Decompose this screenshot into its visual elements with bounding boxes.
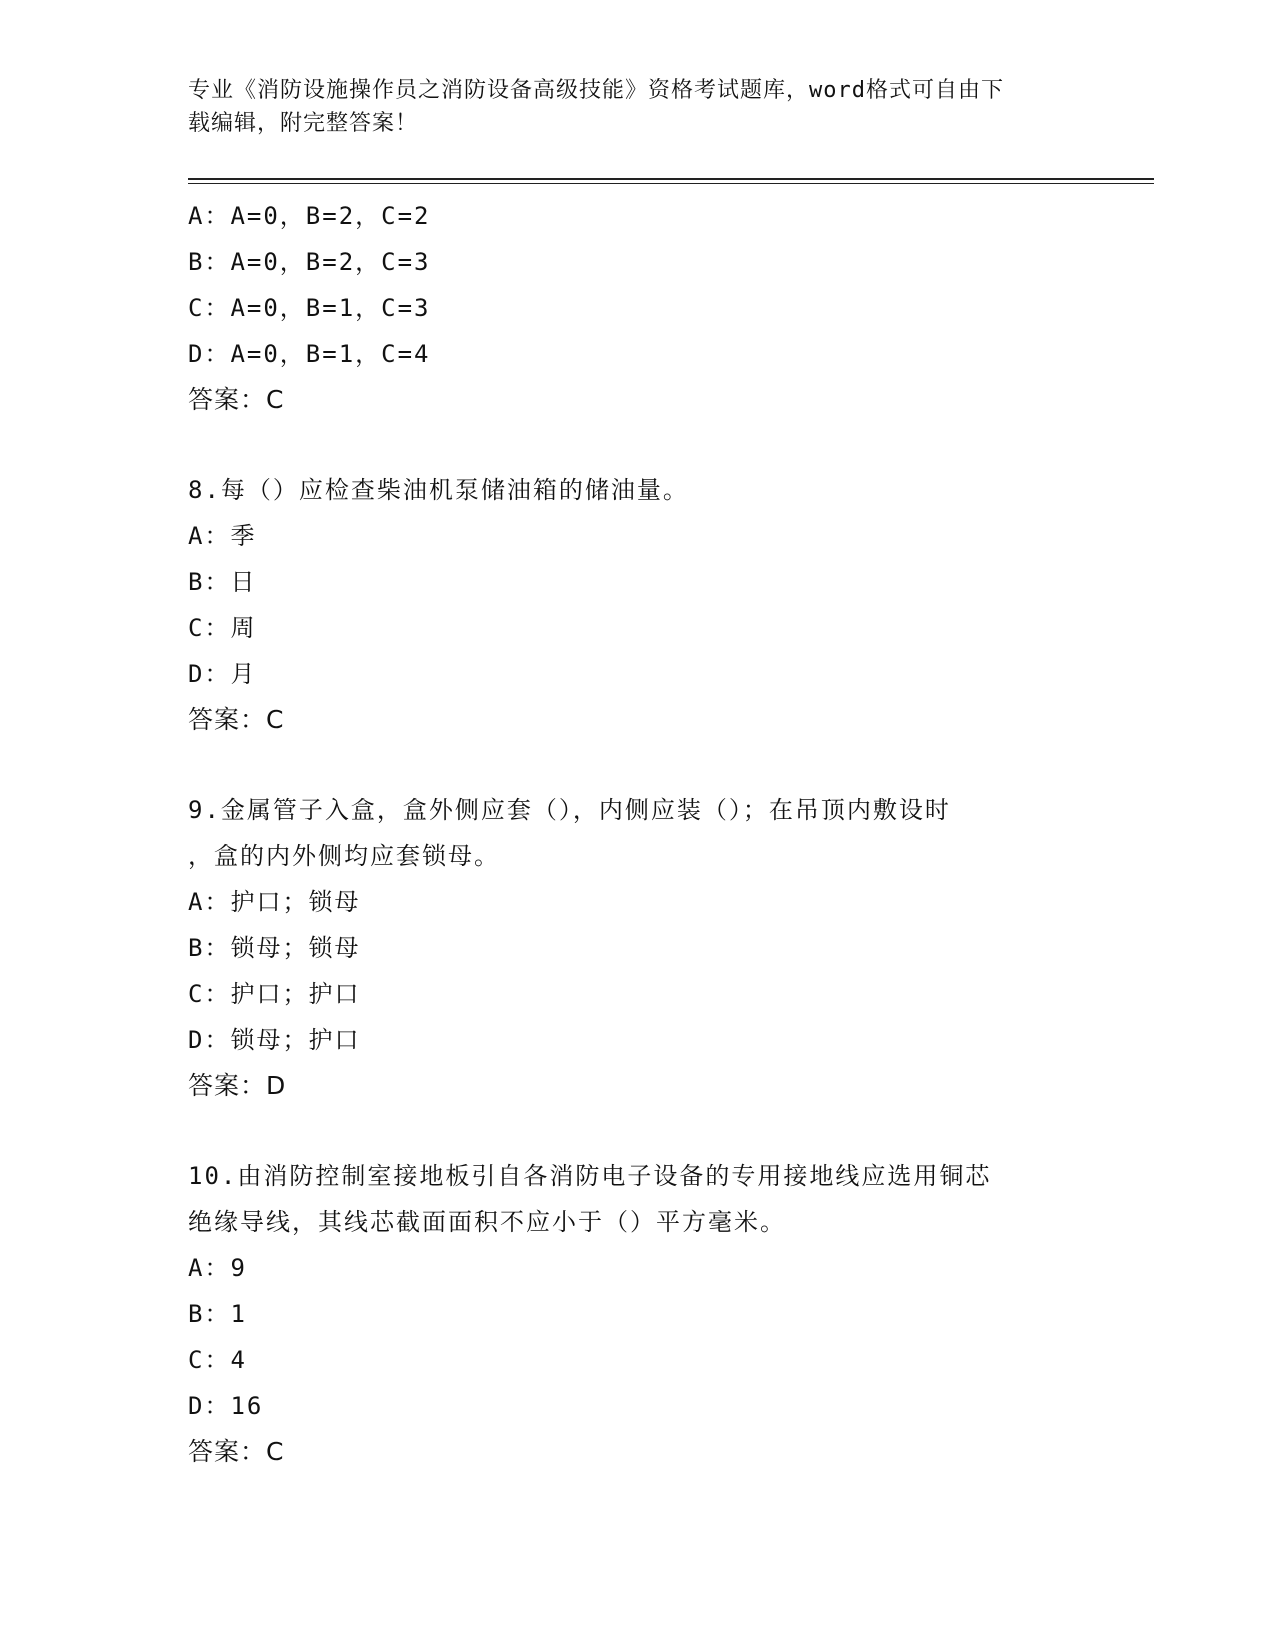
question-7-continuation <box>188 193 1088 423</box>
question-8 <box>188 467 1088 743</box>
answer-line: 答案：C <box>188 1437 285 1466</box>
answer-line: 答案：C <box>188 705 285 734</box>
option-d: D：月 <box>188 660 257 688</box>
option-b: B：1 <box>188 1300 247 1328</box>
answer-line: 答案：D <box>188 1071 287 1100</box>
option-a: A：9 <box>188 1254 247 1282</box>
question-text: 10.由消防控制室接地板引自各消防电子设备的专用接地线应选用铜芯 <box>188 1162 992 1190</box>
option-a: A：A=0，B=2，C=2 <box>188 202 431 230</box>
option-b: B：A=0，B=2，C=3 <box>188 248 431 276</box>
option-d: D：16 <box>188 1392 264 1420</box>
option-a: A：季 <box>188 522 257 550</box>
option-b: B：锁母；锁母 <box>188 934 361 962</box>
header-divider-thin <box>188 183 1154 184</box>
option-b: B：日 <box>188 568 257 596</box>
question-text: 9.金属管子入盒，盒外侧应套（），内侧应装（）；在吊顶内敷设时 <box>188 796 951 824</box>
question-10 <box>188 1153 1088 1475</box>
question-9 <box>188 787 1088 1109</box>
question-text-continued: ，盒的内外侧均应套锁母。 <box>188 842 500 870</box>
question-text-continued: 绝缘导线，其线芯截面面积不应小于（）平方毫米。 <box>188 1208 786 1236</box>
option-c: C：周 <box>188 614 257 642</box>
option-d: D：A=0，B=1，C=4 <box>188 340 431 368</box>
header-divider-thick <box>188 178 1154 180</box>
option-c: C：A=0，B=1，C=3 <box>188 294 431 322</box>
option-a: A：护口；锁母 <box>188 888 361 916</box>
answer-line: 答案：C <box>188 385 285 414</box>
option-c: C：4 <box>188 1346 247 1374</box>
document-header <box>188 74 1088 140</box>
option-c: C：护口；护口 <box>188 980 361 1008</box>
header-line-1: 专业《消防设施操作员之消防设备高级技能》资格考试题库，word格式可自由下 <box>188 78 1004 103</box>
question-content <box>188 193 1088 1475</box>
question-text: 8.每（）应检查柴油机泵储油箱的储油量。 <box>188 476 689 504</box>
option-d: D：锁母；护口 <box>188 1026 361 1054</box>
header-line-2: 载编辑，附完整答案！ <box>188 111 419 136</box>
